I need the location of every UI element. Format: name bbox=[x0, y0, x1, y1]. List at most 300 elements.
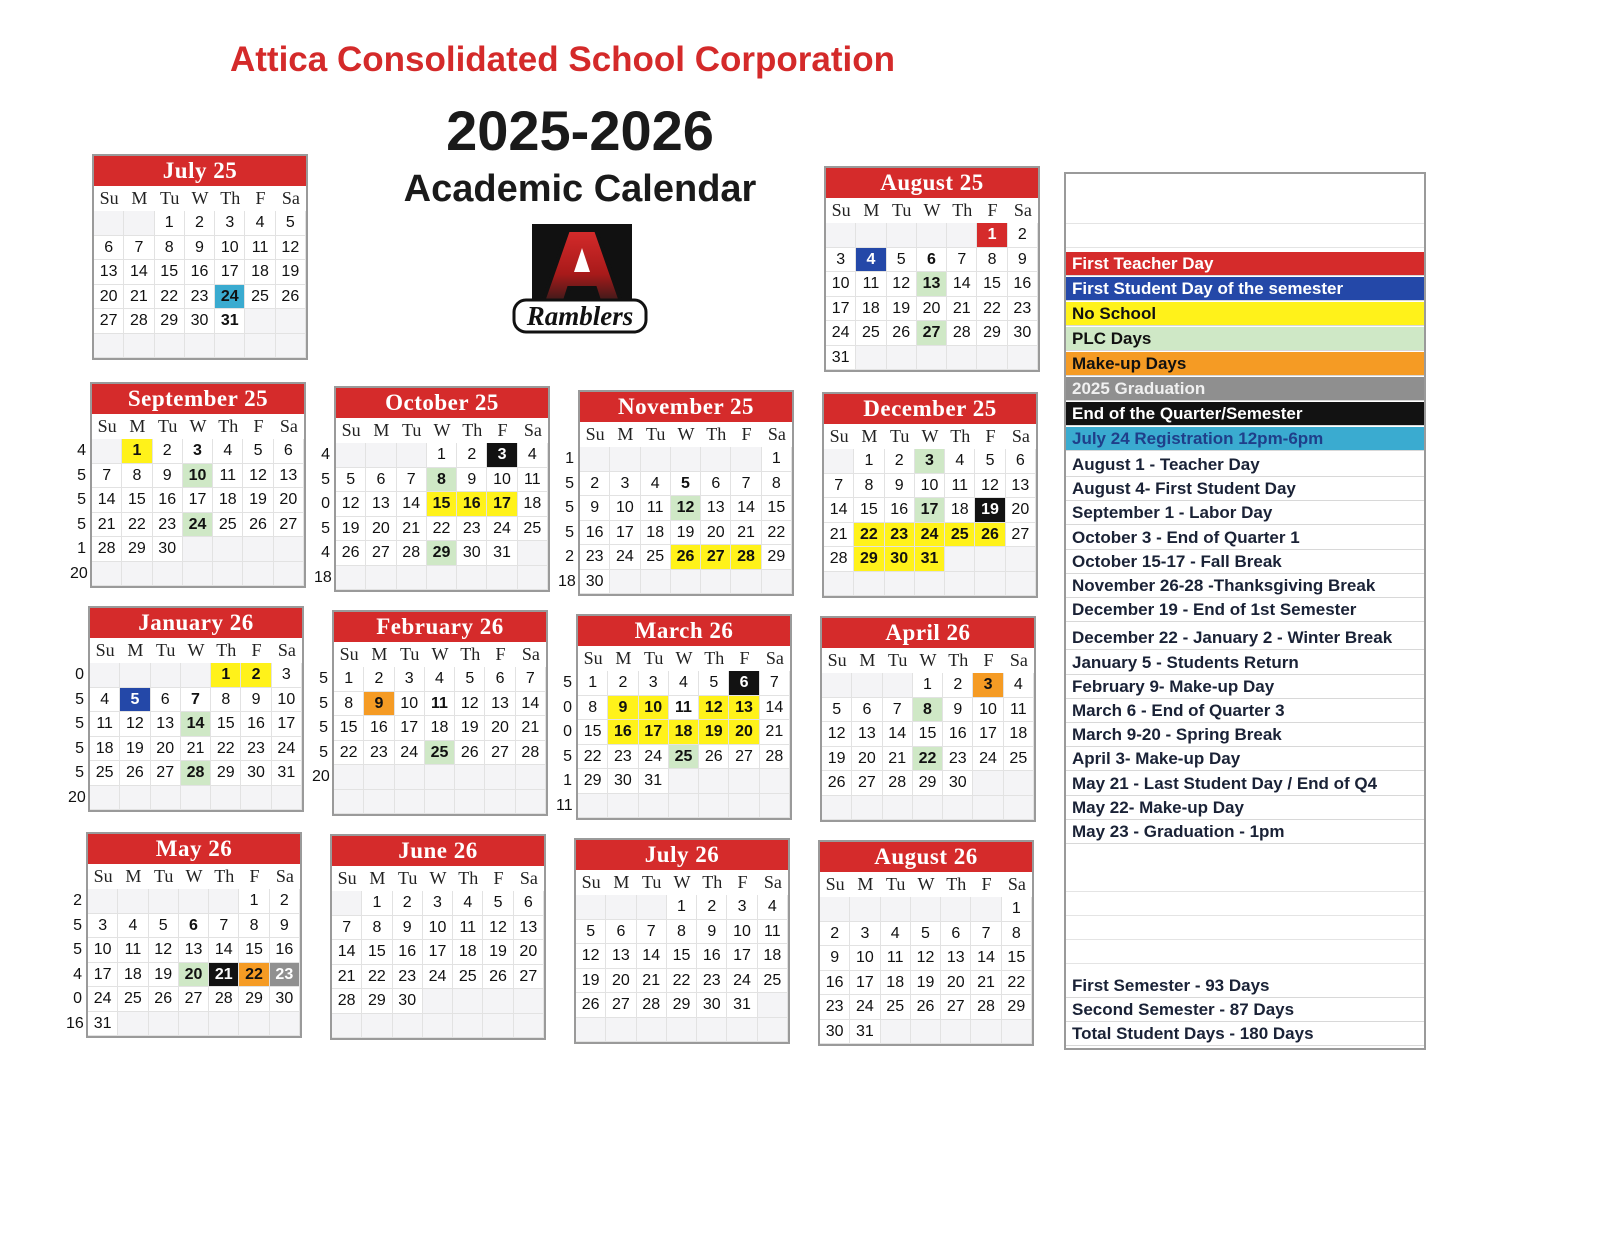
empty-cell bbox=[124, 334, 154, 359]
day-cell: 22 bbox=[977, 297, 1007, 322]
day-cell: 13 bbox=[151, 712, 181, 737]
weekday-label: Tu bbox=[892, 200, 912, 220]
weekday-label: W bbox=[919, 650, 937, 670]
empty-cell bbox=[425, 765, 455, 790]
day-cell: 13 bbox=[485, 692, 515, 717]
week-day-count: 5 bbox=[75, 715, 84, 732]
day-cell: 14 bbox=[397, 492, 427, 517]
legend-date-note: January 5 - Students Return bbox=[1066, 651, 1424, 675]
day-cell: 31 bbox=[826, 346, 856, 371]
weekday-label: Su bbox=[99, 188, 119, 208]
week-day-count: 5 bbox=[563, 674, 572, 691]
day-cell-plc: 10 bbox=[183, 464, 213, 489]
empty-cell bbox=[274, 537, 304, 562]
day-cell: 5 bbox=[576, 920, 606, 945]
day-cell: 7 bbox=[971, 922, 1001, 947]
week-day-count: 1 bbox=[563, 772, 572, 789]
month-august-26 bbox=[818, 840, 1034, 1046]
day-cell-endq: 21 bbox=[209, 963, 239, 988]
week-row bbox=[92, 513, 304, 538]
day-cell: 14 bbox=[637, 944, 667, 969]
day-cell: 24 bbox=[850, 995, 880, 1020]
weekday-label: Sa bbox=[1011, 426, 1030, 446]
week-day-count: 0 bbox=[563, 698, 572, 716]
month-title: September 25 bbox=[92, 384, 304, 414]
day-cell-noschool: 1 bbox=[122, 439, 152, 464]
day-cell-noschool: 9 bbox=[608, 696, 638, 721]
day-cell: 14 bbox=[92, 488, 122, 513]
week-row bbox=[822, 747, 1034, 772]
week-row bbox=[332, 891, 544, 916]
legend-key-reg: July 24 Registration 12pm-6pm bbox=[1066, 427, 1424, 451]
empty-cell bbox=[364, 790, 394, 815]
week-day-count: 20 bbox=[68, 788, 86, 806]
month-february-26 bbox=[332, 610, 548, 816]
day-cell: 25 bbox=[518, 517, 548, 542]
empty-cell bbox=[276, 309, 306, 334]
empty-cell bbox=[943, 796, 973, 821]
empty-cell bbox=[608, 794, 638, 819]
weekday-label: Tu bbox=[890, 426, 910, 446]
day-cell: 6 bbox=[366, 468, 396, 493]
empty-cell bbox=[669, 769, 699, 794]
day-cell: 28 bbox=[824, 547, 854, 572]
day-cell: 16 bbox=[153, 488, 183, 513]
empty-cell bbox=[118, 1012, 148, 1037]
weekday-label: Sa bbox=[281, 188, 300, 208]
day-cell: 8 bbox=[334, 692, 364, 717]
week-row bbox=[580, 472, 792, 497]
day-cell: 17 bbox=[423, 940, 453, 965]
day-cell: 11 bbox=[245, 236, 275, 261]
week-row bbox=[578, 720, 790, 745]
day-cell: 7 bbox=[947, 248, 977, 273]
empty-cell bbox=[1004, 771, 1034, 796]
legend-blank-row bbox=[1066, 200, 1424, 224]
day-cell-plc: 27 bbox=[917, 321, 947, 346]
legend-date-note: October 3 - End of Quarter 1 bbox=[1066, 526, 1424, 550]
month-title: May 26 bbox=[88, 834, 300, 864]
day-cell-endq: 3 bbox=[487, 443, 517, 468]
week-row bbox=[88, 938, 300, 963]
day-cell: 21 bbox=[760, 720, 790, 745]
legend-blank-row bbox=[1066, 892, 1424, 916]
empty-cell bbox=[92, 439, 122, 464]
week-row bbox=[580, 496, 792, 521]
week-row bbox=[578, 696, 790, 721]
empty-cell bbox=[423, 989, 453, 1014]
day-cell: 19 bbox=[336, 517, 366, 542]
legend-date-note: April 3- Make-up Day bbox=[1066, 747, 1424, 771]
day-cell: 17 bbox=[850, 971, 880, 996]
day-cell: 28 bbox=[209, 987, 239, 1012]
calendar-subtitle: Academic Calendar bbox=[403, 168, 757, 210]
school-year-title: 2025-2026 bbox=[446, 99, 714, 162]
weekday-label: Su bbox=[339, 644, 359, 664]
day-cell: 1 bbox=[155, 211, 185, 236]
day-cell: 1 bbox=[667, 895, 697, 920]
month-august-25 bbox=[824, 166, 1040, 372]
weekday-header bbox=[578, 646, 790, 671]
day-cell: 18 bbox=[453, 940, 483, 965]
empty-cell bbox=[455, 765, 485, 790]
day-cell: 22 bbox=[362, 965, 392, 990]
day-cell: 13 bbox=[274, 464, 304, 489]
day-cell: 13 bbox=[606, 944, 636, 969]
weekday-label: Tu bbox=[154, 866, 174, 886]
weekday-label: Tu bbox=[644, 648, 664, 668]
week-row bbox=[94, 260, 306, 285]
legend-date-note: March 9-20 - Spring Break bbox=[1066, 723, 1424, 747]
day-cell: 31 bbox=[88, 1012, 118, 1037]
legend-date-note: February 9- Make-up Day bbox=[1066, 675, 1424, 699]
day-cell: 7 bbox=[209, 914, 239, 939]
empty-cell bbox=[699, 794, 729, 819]
day-cell: 17 bbox=[973, 722, 1003, 747]
day-cell: 31 bbox=[215, 309, 245, 334]
weekday-label: Su bbox=[585, 424, 605, 444]
day-cell: 25 bbox=[641, 545, 671, 570]
day-cell: 30 bbox=[820, 1020, 850, 1045]
legend-blank-row bbox=[1066, 916, 1424, 940]
weekday-label: Tu bbox=[400, 644, 420, 664]
week-day-count: 0 bbox=[321, 495, 330, 512]
day-cell: 12 bbox=[975, 474, 1005, 499]
weekday-label: Sa bbox=[1007, 874, 1026, 894]
weekday-label: W bbox=[923, 200, 941, 220]
empty-cell bbox=[729, 769, 759, 794]
organization-title: Attica Consolidated School Corporation bbox=[230, 40, 896, 79]
day-cell: 2 bbox=[820, 922, 850, 947]
empty-cell bbox=[211, 786, 241, 811]
empty-cell bbox=[826, 223, 856, 248]
day-cell: 5 bbox=[455, 667, 485, 692]
day-cell: 7 bbox=[760, 671, 790, 696]
weekday-label: Th bbox=[458, 868, 479, 888]
day-cell-plc: 14 bbox=[181, 712, 211, 737]
day-cell: 18 bbox=[213, 488, 243, 513]
week-row bbox=[824, 572, 1036, 597]
day-cell: 20 bbox=[485, 716, 515, 741]
week-row bbox=[334, 667, 546, 692]
week-day-count: 5 bbox=[321, 519, 330, 537]
empty-cell bbox=[1002, 1020, 1032, 1045]
day-cell: 18 bbox=[1004, 722, 1034, 747]
empty-cell bbox=[945, 572, 975, 597]
day-cell: 30 bbox=[580, 570, 610, 595]
day-cell: 12 bbox=[822, 722, 852, 747]
day-cell: 4 bbox=[118, 914, 148, 939]
week-day-count: 20 bbox=[312, 768, 330, 785]
day-cell-plc: 25 bbox=[425, 741, 455, 766]
empty-cell bbox=[758, 1018, 788, 1043]
day-cell: 31 bbox=[639, 769, 669, 794]
day-cell: 18 bbox=[245, 260, 275, 285]
day-cell: 26 bbox=[483, 965, 513, 990]
day-cell-noschool: 18 bbox=[669, 720, 699, 745]
month-october-25 bbox=[334, 386, 550, 592]
weekday-label: Th bbox=[214, 866, 235, 886]
empty-cell bbox=[209, 1012, 239, 1037]
day-cell: 7 bbox=[181, 688, 211, 713]
day-cell: 23 bbox=[364, 741, 394, 766]
day-cell: 29 bbox=[1002, 995, 1032, 1020]
day-cell: 6 bbox=[514, 891, 544, 916]
day-cell-noschool: 20 bbox=[729, 720, 759, 745]
empty-cell bbox=[639, 794, 669, 819]
empty-cell bbox=[1004, 796, 1034, 821]
day-cell: 25 bbox=[90, 761, 120, 786]
empty-cell bbox=[667, 1018, 697, 1043]
day-cell: 18 bbox=[758, 944, 788, 969]
weekday-label: W bbox=[433, 420, 451, 440]
day-cell: 24 bbox=[826, 321, 856, 346]
day-cell: 3 bbox=[610, 472, 640, 497]
week-day-count: 0 bbox=[75, 666, 84, 683]
day-cell: 25 bbox=[453, 965, 483, 990]
day-cell: 8 bbox=[762, 472, 792, 497]
day-cell: 19 bbox=[671, 521, 701, 546]
empty-cell bbox=[971, 1020, 1001, 1045]
weekday-label: W bbox=[431, 644, 449, 664]
empty-cell bbox=[181, 786, 211, 811]
day-cell: 6 bbox=[941, 922, 971, 947]
week-row bbox=[576, 1018, 788, 1043]
month-title: March 26 bbox=[578, 616, 790, 646]
day-cell: 1 bbox=[913, 673, 943, 698]
empty-cell bbox=[457, 566, 487, 591]
weekday-label: Tu bbox=[646, 424, 666, 444]
day-cell: 20 bbox=[151, 737, 181, 762]
legend-date-note: August 1 - Teacher Day bbox=[1066, 453, 1424, 477]
empty-cell bbox=[88, 889, 118, 914]
weekday-header bbox=[820, 872, 1032, 897]
week-row bbox=[826, 297, 1038, 322]
weekday-label: M bbox=[129, 416, 146, 436]
day-cell: 21 bbox=[947, 297, 977, 322]
day-cell: 13 bbox=[941, 946, 971, 971]
week-row bbox=[334, 790, 546, 815]
day-cell: 5 bbox=[149, 914, 179, 939]
weekday-label: F bbox=[983, 650, 994, 670]
day-cell: 5 bbox=[699, 671, 729, 696]
day-cell: 20 bbox=[366, 517, 396, 542]
month-title: August 25 bbox=[826, 168, 1038, 198]
empty-cell bbox=[149, 889, 179, 914]
day-cell: 14 bbox=[124, 260, 154, 285]
day-cell: 27 bbox=[941, 995, 971, 1020]
day-cell: 11 bbox=[669, 696, 699, 721]
week-row bbox=[824, 474, 1036, 499]
empty-cell bbox=[977, 346, 1007, 371]
day-cell: 11 bbox=[425, 692, 455, 717]
day-cell-noschool: 24 bbox=[915, 523, 945, 548]
day-cell: 14 bbox=[824, 498, 854, 523]
empty-cell bbox=[455, 790, 485, 815]
day-cell: 2 bbox=[608, 671, 638, 696]
day-cell: 18 bbox=[118, 963, 148, 988]
month-title: June 26 bbox=[332, 836, 544, 866]
week-day-count: 18 bbox=[314, 568, 332, 586]
empty-cell bbox=[483, 989, 513, 1014]
week-row bbox=[334, 741, 546, 766]
day-cell: 19 bbox=[911, 971, 941, 996]
day-cell: 10 bbox=[487, 468, 517, 493]
empty-cell bbox=[637, 1018, 667, 1043]
empty-cell bbox=[395, 765, 425, 790]
week-row bbox=[332, 916, 544, 941]
weekday-label: Sa bbox=[523, 420, 542, 440]
weekday-header bbox=[826, 198, 1038, 223]
day-cell: 5 bbox=[243, 439, 273, 464]
day-cell: 12 bbox=[276, 236, 306, 261]
week-row bbox=[94, 309, 306, 334]
week-day-count: 5 bbox=[565, 523, 574, 541]
empty-cell bbox=[852, 796, 882, 821]
day-cell: 15 bbox=[578, 720, 608, 745]
day-cell: 30 bbox=[393, 989, 423, 1014]
day-cell: 24 bbox=[639, 745, 669, 770]
weekday-label: W bbox=[189, 416, 207, 436]
weekday-label: Su bbox=[583, 648, 603, 668]
day-cell: 12 bbox=[149, 938, 179, 963]
day-cell: 15 bbox=[211, 712, 241, 737]
day-cell: 6 bbox=[151, 688, 181, 713]
day-cell: 30 bbox=[270, 987, 300, 1012]
day-cell: 28 bbox=[516, 741, 546, 766]
legend-date-note: November 26-28 -Thanksgiving Break bbox=[1066, 574, 1424, 598]
empty-cell bbox=[518, 541, 548, 566]
day-cell: 20 bbox=[94, 285, 124, 310]
day-cell-plc: 28 bbox=[181, 761, 211, 786]
weekday-label: Su bbox=[93, 866, 113, 886]
day-cell: 29 bbox=[155, 309, 185, 334]
empty-cell bbox=[485, 765, 515, 790]
weekday-label: F bbox=[987, 200, 998, 220]
legend-blank-row bbox=[1066, 868, 1424, 892]
day-cell-plc: 8 bbox=[427, 468, 457, 493]
legend-key-grad: 2025 Graduation bbox=[1066, 377, 1424, 401]
empty-cell bbox=[917, 223, 947, 248]
day-cell: 4 bbox=[245, 211, 275, 236]
day-cell: 25 bbox=[758, 969, 788, 994]
legend-date-note: May 22- Make-up Day bbox=[1066, 796, 1424, 820]
empty-cell bbox=[641, 570, 671, 595]
empty-cell bbox=[153, 562, 183, 587]
day-cell: 15 bbox=[334, 716, 364, 741]
day-cell-noschool: 27 bbox=[701, 545, 731, 570]
week-row bbox=[578, 745, 790, 770]
day-cell: 30 bbox=[608, 769, 638, 794]
week-row bbox=[824, 523, 1036, 548]
empty-cell bbox=[760, 769, 790, 794]
weekday-label: F bbox=[497, 420, 508, 440]
day-cell: 7 bbox=[332, 916, 362, 941]
day-cell: 18 bbox=[856, 297, 886, 322]
day-cell-noschool: 13 bbox=[729, 696, 759, 721]
empty-cell bbox=[671, 447, 701, 472]
empty-cell bbox=[580, 447, 610, 472]
day-cell-noschool: 1 bbox=[211, 663, 241, 688]
week-day-count: 16 bbox=[66, 1014, 84, 1032]
empty-cell bbox=[971, 897, 1001, 922]
day-cell: 15 bbox=[239, 938, 269, 963]
day-cell: 16 bbox=[1008, 272, 1038, 297]
empty-cell bbox=[701, 447, 731, 472]
day-cell: 15 bbox=[362, 940, 392, 965]
empty-cell bbox=[120, 663, 150, 688]
day-cell: 29 bbox=[211, 761, 241, 786]
day-cell-makeup: 22 bbox=[239, 963, 269, 988]
empty-cell bbox=[883, 673, 913, 698]
week-row bbox=[826, 272, 1038, 297]
empty-cell bbox=[947, 223, 977, 248]
weekday-header bbox=[92, 414, 304, 439]
week-day-count: 4 bbox=[73, 965, 82, 983]
day-cell: 30 bbox=[457, 541, 487, 566]
weekday-label: Tu bbox=[156, 640, 176, 660]
empty-cell bbox=[364, 765, 394, 790]
weekday-label: Sa bbox=[521, 644, 540, 664]
empty-cell bbox=[637, 895, 667, 920]
day-cell-plc: 12 bbox=[671, 496, 701, 521]
weekday-label: Th bbox=[952, 200, 973, 220]
day-cell: 23 bbox=[580, 545, 610, 570]
day-cell: 26 bbox=[149, 987, 179, 1012]
day-cell: 23 bbox=[697, 969, 727, 994]
day-cell: 20 bbox=[917, 297, 947, 322]
day-cell: 18 bbox=[641, 521, 671, 546]
week-row bbox=[334, 692, 546, 717]
weekday-label: Sa bbox=[275, 866, 294, 886]
weekday-label: W bbox=[675, 648, 693, 668]
weekday-label: F bbox=[985, 426, 996, 446]
day-cell: 16 bbox=[241, 712, 271, 737]
day-cell: 23 bbox=[393, 965, 423, 990]
day-cell: 12 bbox=[911, 946, 941, 971]
day-cell: 14 bbox=[209, 938, 239, 963]
empty-cell bbox=[485, 790, 515, 815]
empty-cell bbox=[94, 211, 124, 236]
day-cell: 16 bbox=[270, 938, 300, 963]
weekday-header bbox=[94, 186, 306, 211]
day-cell: 13 bbox=[701, 496, 731, 521]
empty-cell bbox=[393, 1014, 423, 1039]
day-cell: 26 bbox=[576, 993, 606, 1018]
month-title: July 26 bbox=[576, 840, 788, 870]
week-row bbox=[332, 940, 544, 965]
day-cell: 24 bbox=[395, 741, 425, 766]
weekday-label: Th bbox=[218, 416, 239, 436]
empty-cell bbox=[941, 897, 971, 922]
month-title: April 26 bbox=[822, 618, 1034, 648]
weekday-label: M bbox=[617, 424, 634, 444]
empty-cell bbox=[911, 897, 941, 922]
empty-cell bbox=[1008, 346, 1038, 371]
day-cell: 3 bbox=[215, 211, 245, 236]
weekday-label: F bbox=[255, 188, 266, 208]
day-cell: 16 bbox=[697, 944, 727, 969]
day-cell: 18 bbox=[945, 498, 975, 523]
day-cell: 27 bbox=[485, 741, 515, 766]
day-cell: 14 bbox=[516, 692, 546, 717]
week-row bbox=[94, 334, 306, 359]
day-cell-plc: 8 bbox=[913, 698, 943, 723]
week-day-count: 5 bbox=[77, 515, 86, 533]
day-cell: 4 bbox=[945, 449, 975, 474]
day-cell-noschool: 15 bbox=[427, 492, 457, 517]
weekday-label: Sa bbox=[1009, 650, 1028, 670]
